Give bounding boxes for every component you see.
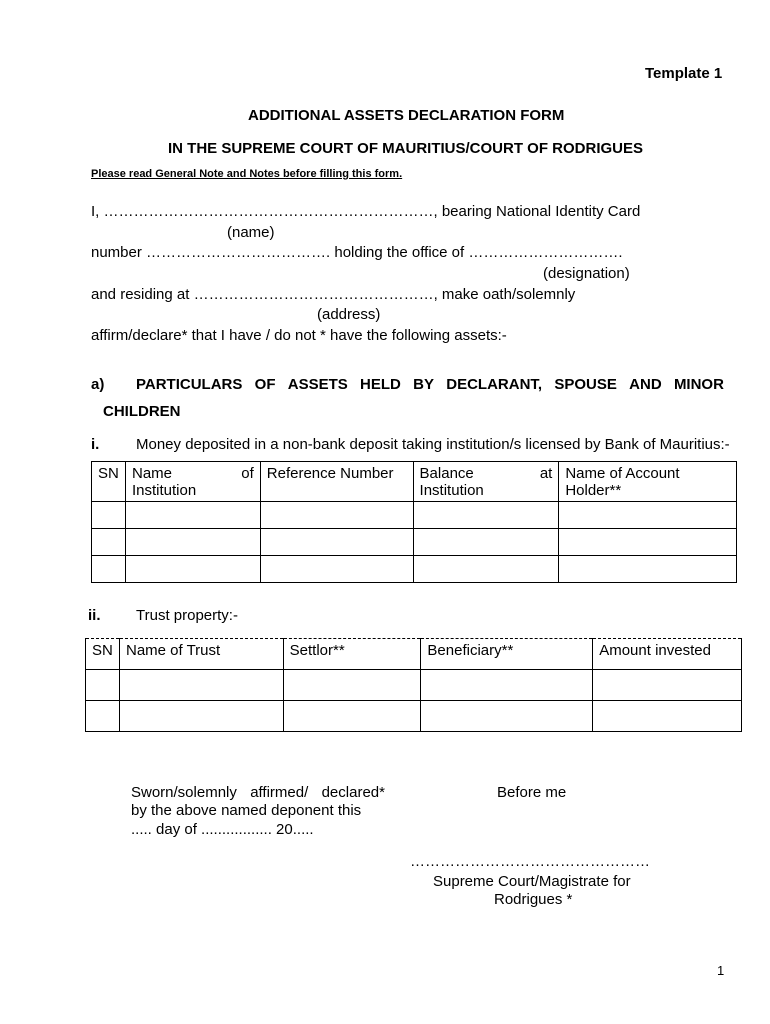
declaration-line-2: number ………………………………. holding the office of …………………………. <box>91 244 623 261</box>
heading-word: OF <box>254 376 276 393</box>
sworn-word: Sworn/solemnly <box>131 784 237 801</box>
header-text: Balance <box>419 465 474 482</box>
signature-dotted-line: ………………………………………… <box>410 853 650 870</box>
magistrate-line-2: Rodrigues * <box>494 891 573 908</box>
section-ii-marker: ii. <box>88 607 101 624</box>
table-cell[interactable] <box>119 670 283 701</box>
table-cell[interactable] <box>92 529 126 556</box>
table-row <box>92 556 737 583</box>
table-cell[interactable] <box>559 529 737 556</box>
section-a-marker: a) <box>91 376 105 393</box>
declaration-line-1: I, …………………………………………………………, bearing National Identity Card <box>91 203 641 220</box>
section-a-heading-line-2: CHILDREN <box>103 403 181 420</box>
table-cell[interactable] <box>421 701 593 732</box>
table-cell[interactable] <box>86 701 120 732</box>
sworn-word: declared* <box>321 784 385 801</box>
court-heading: IN THE SUPREME COURT OF MAURITIUS/COURT OF RODRIGUES <box>168 140 644 157</box>
table-cell[interactable] <box>283 701 421 732</box>
declaration-line-3: and residing at …………………………………………, make oath/solemnly <box>91 286 576 303</box>
page-number: 1 <box>717 963 725 978</box>
section-i-marker: i. <box>91 436 100 453</box>
before-me-label: Before me <box>497 784 567 801</box>
table-cell[interactable] <box>125 529 260 556</box>
header-text: of <box>241 465 254 482</box>
header-balance-at-institution <box>413 462 559 502</box>
table-cell[interactable] <box>283 670 421 701</box>
table-row <box>92 529 737 556</box>
form-title: ADDITIONAL ASSETS DECLARATION FORM <box>248 107 565 124</box>
header-name-of-trust: Name of Trust <box>119 639 283 670</box>
header-text: Name <box>131 465 172 482</box>
header-amount-invested: Amount invested <box>593 639 742 670</box>
magistrate-line-1: Supreme Court/Magistrate for <box>433 873 631 890</box>
header-text: Name of Account <box>565 465 680 482</box>
header-text: Institution <box>131 482 197 499</box>
section-a-heading <box>136 376 724 393</box>
table-cell[interactable] <box>260 556 413 583</box>
heading-word: AND <box>629 376 662 393</box>
table-cell[interactable] <box>125 556 260 583</box>
table-cell[interactable] <box>593 670 742 701</box>
sworn-line-2: by the above named deponent this <box>131 802 362 819</box>
sworn-line-1 <box>131 784 385 801</box>
table-header-row <box>92 462 737 502</box>
header-beneficiary: Beneficiary** <box>421 639 593 670</box>
trust-table <box>85 638 742 732</box>
table-cell[interactable] <box>421 670 593 701</box>
table-header-row <box>86 639 742 670</box>
section-i-text: Money deposited in a non-bank deposit taking institution/s licensed by Bank of Mauritius:- <box>136 436 730 453</box>
heading-word: HELD <box>360 376 401 393</box>
header-reference-number: Reference Number <box>260 462 413 502</box>
label-name: (name) <box>227 224 275 241</box>
header-text: Holder** <box>565 482 622 499</box>
header-sn: SN <box>92 462 126 502</box>
heading-word: ASSETS <box>287 376 348 393</box>
heading-word: MINOR <box>673 376 724 393</box>
table-cell[interactable] <box>559 556 737 583</box>
table-cell[interactable] <box>119 701 283 732</box>
table-cell[interactable] <box>92 502 126 529</box>
table-cell[interactable] <box>92 556 126 583</box>
table-cell[interactable] <box>86 670 120 701</box>
heading-word: PARTICULARS <box>136 376 243 393</box>
header-text: at <box>539 465 553 482</box>
table-cell[interactable] <box>559 502 737 529</box>
table-row <box>86 670 742 701</box>
sworn-word: affirmed/ <box>250 784 309 801</box>
heading-word: BY <box>413 376 434 393</box>
table-cell[interactable] <box>413 502 559 529</box>
template-label: Template 1 <box>645 65 723 82</box>
sworn-line-3: ..... day of ................. 20..... <box>131 821 314 838</box>
heading-word: SPOUSE <box>554 376 617 393</box>
header-name-of-institution <box>125 462 260 502</box>
instruction-note: Please read General Note and Notes before filling this form. <box>91 168 403 180</box>
table-cell[interactable] <box>413 529 559 556</box>
table-cell[interactable] <box>593 701 742 732</box>
table-cell[interactable] <box>125 502 260 529</box>
header-account-holder <box>559 462 737 502</box>
section-ii-text: Trust property:- <box>136 607 238 624</box>
table-cell[interactable] <box>413 556 559 583</box>
label-designation: (designation) <box>543 265 630 282</box>
table-cell[interactable] <box>260 529 413 556</box>
header-sn: SN <box>86 639 120 670</box>
header-text: Institution <box>419 482 484 499</box>
table-row <box>86 701 742 732</box>
declaration-line-4: affirm/declare* that I have / do not * have the following assets:- <box>91 327 507 344</box>
table-cell[interactable] <box>260 502 413 529</box>
label-address: (address) <box>317 306 381 323</box>
heading-word: DECLARANT, <box>446 376 543 393</box>
deposits-table <box>91 461 737 583</box>
header-settlor: Settlor** <box>283 639 421 670</box>
table-row <box>92 502 737 529</box>
